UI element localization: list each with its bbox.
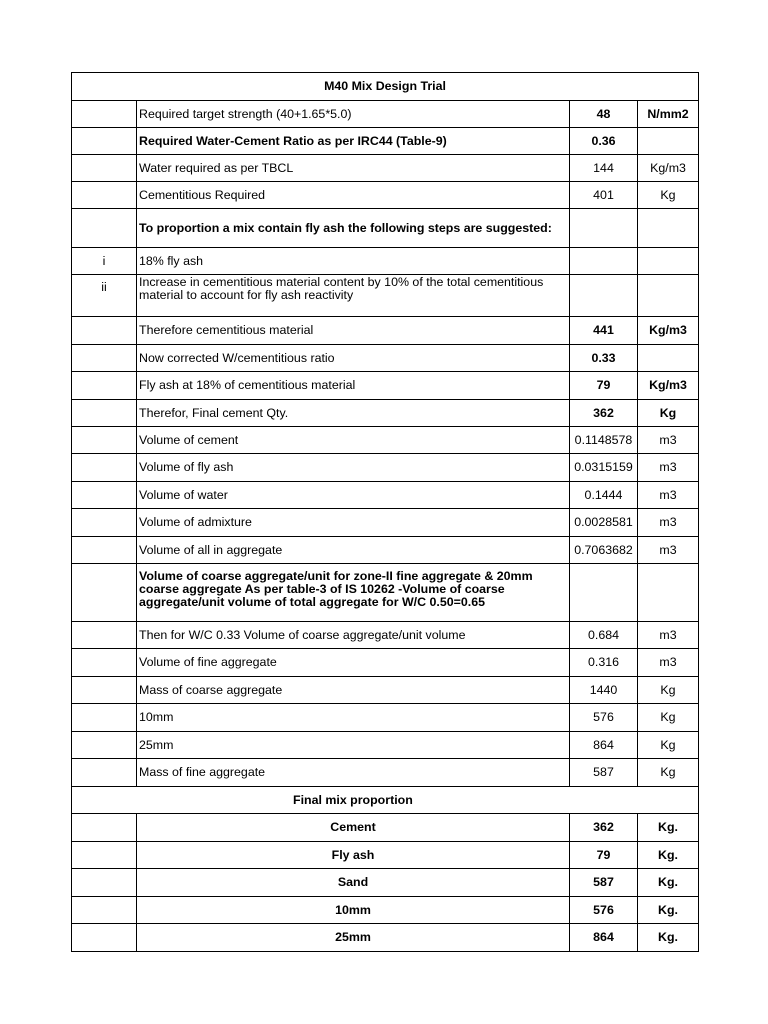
table-row (72, 732, 699, 759)
row-value: 0.0028581 (570, 509, 638, 537)
row-value (570, 275, 638, 317)
final-item-name: 10mm (137, 897, 570, 924)
table-row (72, 482, 699, 509)
table-row (72, 427, 699, 454)
row-unit (638, 564, 699, 622)
row-description: Volume of cement (137, 427, 570, 454)
table-row (72, 209, 699, 248)
row-value: 0.684 (570, 622, 638, 649)
row-number (72, 101, 137, 128)
row-description: 18% fly ash (137, 248, 570, 275)
row-number (72, 537, 137, 564)
row-unit: Kg (638, 400, 699, 427)
row-unit: Kg/m3 (638, 317, 699, 345)
table-row (72, 677, 699, 704)
row-unit (638, 275, 699, 317)
final-empty-cell (72, 924, 137, 952)
row-description: 25mm (137, 732, 570, 759)
final-empty-cell (72, 897, 137, 924)
row-description: 10mm (137, 704, 570, 732)
final-item-value: 576 (570, 897, 638, 924)
row-description: Therefore cementitious material (137, 317, 570, 345)
row-number (72, 482, 137, 509)
row-number (72, 317, 137, 345)
row-number (72, 622, 137, 649)
table-row (72, 128, 699, 155)
row-number (72, 677, 137, 704)
final-item-name: 25mm (137, 924, 570, 952)
row-number (72, 649, 137, 677)
final-row (72, 897, 699, 924)
row-value: 401 (570, 182, 638, 209)
mix-design-table (71, 72, 699, 952)
row-number (72, 759, 137, 787)
table-row (72, 759, 699, 787)
row-number (72, 372, 137, 400)
row-unit (638, 248, 699, 275)
table-row (72, 509, 699, 537)
row-unit: m3 (638, 454, 699, 482)
final-item-unit: Kg. (638, 897, 699, 924)
row-description: Volume of water (137, 482, 570, 509)
row-unit (638, 128, 699, 155)
table-row (72, 345, 699, 372)
table-title: M40 Mix Design Trial (72, 73, 699, 101)
table-row (72, 182, 699, 209)
row-number (72, 427, 137, 454)
row-description: Required target strength (40+1.65*5.0) (137, 101, 570, 128)
table-row (72, 155, 699, 182)
row-unit: m3 (638, 622, 699, 649)
row-description: Volume of fine aggregate (137, 649, 570, 677)
row-description: Then for W/C 0.33 Volume of coarse aggregate/unit volume (137, 622, 570, 649)
final-item-unit: Kg. (638, 924, 699, 952)
table-row (72, 564, 699, 622)
row-value: 1440 (570, 677, 638, 704)
row-unit: Kg (638, 704, 699, 732)
row-unit: N/mm2 (638, 101, 699, 128)
row-description: Water required as per TBCL (137, 155, 570, 182)
row-unit: m3 (638, 537, 699, 564)
row-unit: Kg/m3 (638, 155, 699, 182)
row-description: Volume of all in aggregate (137, 537, 570, 564)
table-row (72, 275, 699, 317)
final-row (72, 924, 699, 952)
final-mix-heading: Final mix proportion (72, 787, 699, 814)
table-row (72, 400, 699, 427)
row-unit: m3 (638, 427, 699, 454)
row-value: 0.1444 (570, 482, 638, 509)
table-row (72, 248, 699, 275)
row-unit: Kg (638, 677, 699, 704)
final-empty-cell (72, 869, 137, 897)
final-row (72, 814, 699, 842)
final-row (72, 869, 699, 897)
row-description: Mass of coarse aggregate (137, 677, 570, 704)
final-item-value: 79 (570, 842, 638, 869)
row-unit (638, 209, 699, 248)
row-number (72, 564, 137, 622)
title-row (72, 73, 699, 101)
row-value: 0.0315159 (570, 454, 638, 482)
table-row (72, 454, 699, 482)
row-description: To proportion a mix contain fly ash the following steps are suggested: (137, 209, 570, 248)
row-description: Increase in cementitious material content by 10% of the total cementitious material to account for fly ash reactivity (137, 275, 570, 317)
row-unit: Kg (638, 182, 699, 209)
final-heading-row (72, 787, 699, 814)
row-description: Required Water-Cement Ratio as per IRC44 (Table-9) (137, 128, 570, 155)
row-number (72, 732, 137, 759)
row-value (570, 248, 638, 275)
row-value: 587 (570, 759, 638, 787)
row-unit: m3 (638, 509, 699, 537)
row-number (72, 345, 137, 372)
row-value: 441 (570, 317, 638, 345)
row-description: Mass of fine aggregate (137, 759, 570, 787)
row-number (72, 454, 137, 482)
row-value: 0.36 (570, 128, 638, 155)
table-row (72, 101, 699, 128)
row-description: Volume of fly ash (137, 454, 570, 482)
row-unit (638, 345, 699, 372)
row-description: Fly ash at 18% of cementitious material (137, 372, 570, 400)
final-item-name: Sand (137, 869, 570, 897)
final-item-unit: Kg. (638, 814, 699, 842)
final-empty-cell (72, 842, 137, 869)
row-unit: Kg (638, 759, 699, 787)
row-unit: m3 (638, 649, 699, 677)
row-number (72, 209, 137, 248)
row-value (570, 564, 638, 622)
final-item-unit: Kg. (638, 842, 699, 869)
final-item-name: Cement (137, 814, 570, 842)
table-row (72, 317, 699, 345)
row-number (72, 155, 137, 182)
row-number: i (72, 248, 137, 275)
table-row (72, 649, 699, 677)
row-value: 48 (570, 101, 638, 128)
final-item-name: Fly ash (137, 842, 570, 869)
row-number (72, 704, 137, 732)
row-description: Volume of admixture (137, 509, 570, 537)
row-value: 576 (570, 704, 638, 732)
row-description: Now corrected W/cementitious ratio (137, 345, 570, 372)
row-unit: m3 (638, 482, 699, 509)
row-value: 0.7063682 (570, 537, 638, 564)
row-number: ii (72, 275, 137, 317)
row-number (72, 509, 137, 537)
table-row (72, 537, 699, 564)
row-value (570, 209, 638, 248)
row-value: 0.316 (570, 649, 638, 677)
row-value: 79 (570, 372, 638, 400)
row-unit: Kg (638, 732, 699, 759)
final-item-value: 864 (570, 924, 638, 952)
row-number (72, 400, 137, 427)
row-description: Therefor, Final cement Qty. (137, 400, 570, 427)
final-item-value: 587 (570, 869, 638, 897)
row-value: 144 (570, 155, 638, 182)
table-row (72, 704, 699, 732)
row-number (72, 128, 137, 155)
final-item-value: 362 (570, 814, 638, 842)
final-row (72, 842, 699, 869)
table-row (72, 622, 699, 649)
row-value: 0.33 (570, 345, 638, 372)
row-description: Volume of coarse aggregate/unit for zone-II fine aggregate & 20mm coarse aggregate As per table-3 of IS 10262 -Volume of coarse aggregate/unit volume of total aggregate for W/C 0.50=0.65 (137, 564, 570, 622)
row-value: 864 (570, 732, 638, 759)
row-description: Cementitious Required (137, 182, 570, 209)
final-empty-cell (72, 814, 137, 842)
row-unit: Kg/m3 (638, 372, 699, 400)
row-value: 0.1148578 (570, 427, 638, 454)
final-item-unit: Kg. (638, 869, 699, 897)
row-value: 362 (570, 400, 638, 427)
table-row (72, 372, 699, 400)
row-number (72, 182, 137, 209)
